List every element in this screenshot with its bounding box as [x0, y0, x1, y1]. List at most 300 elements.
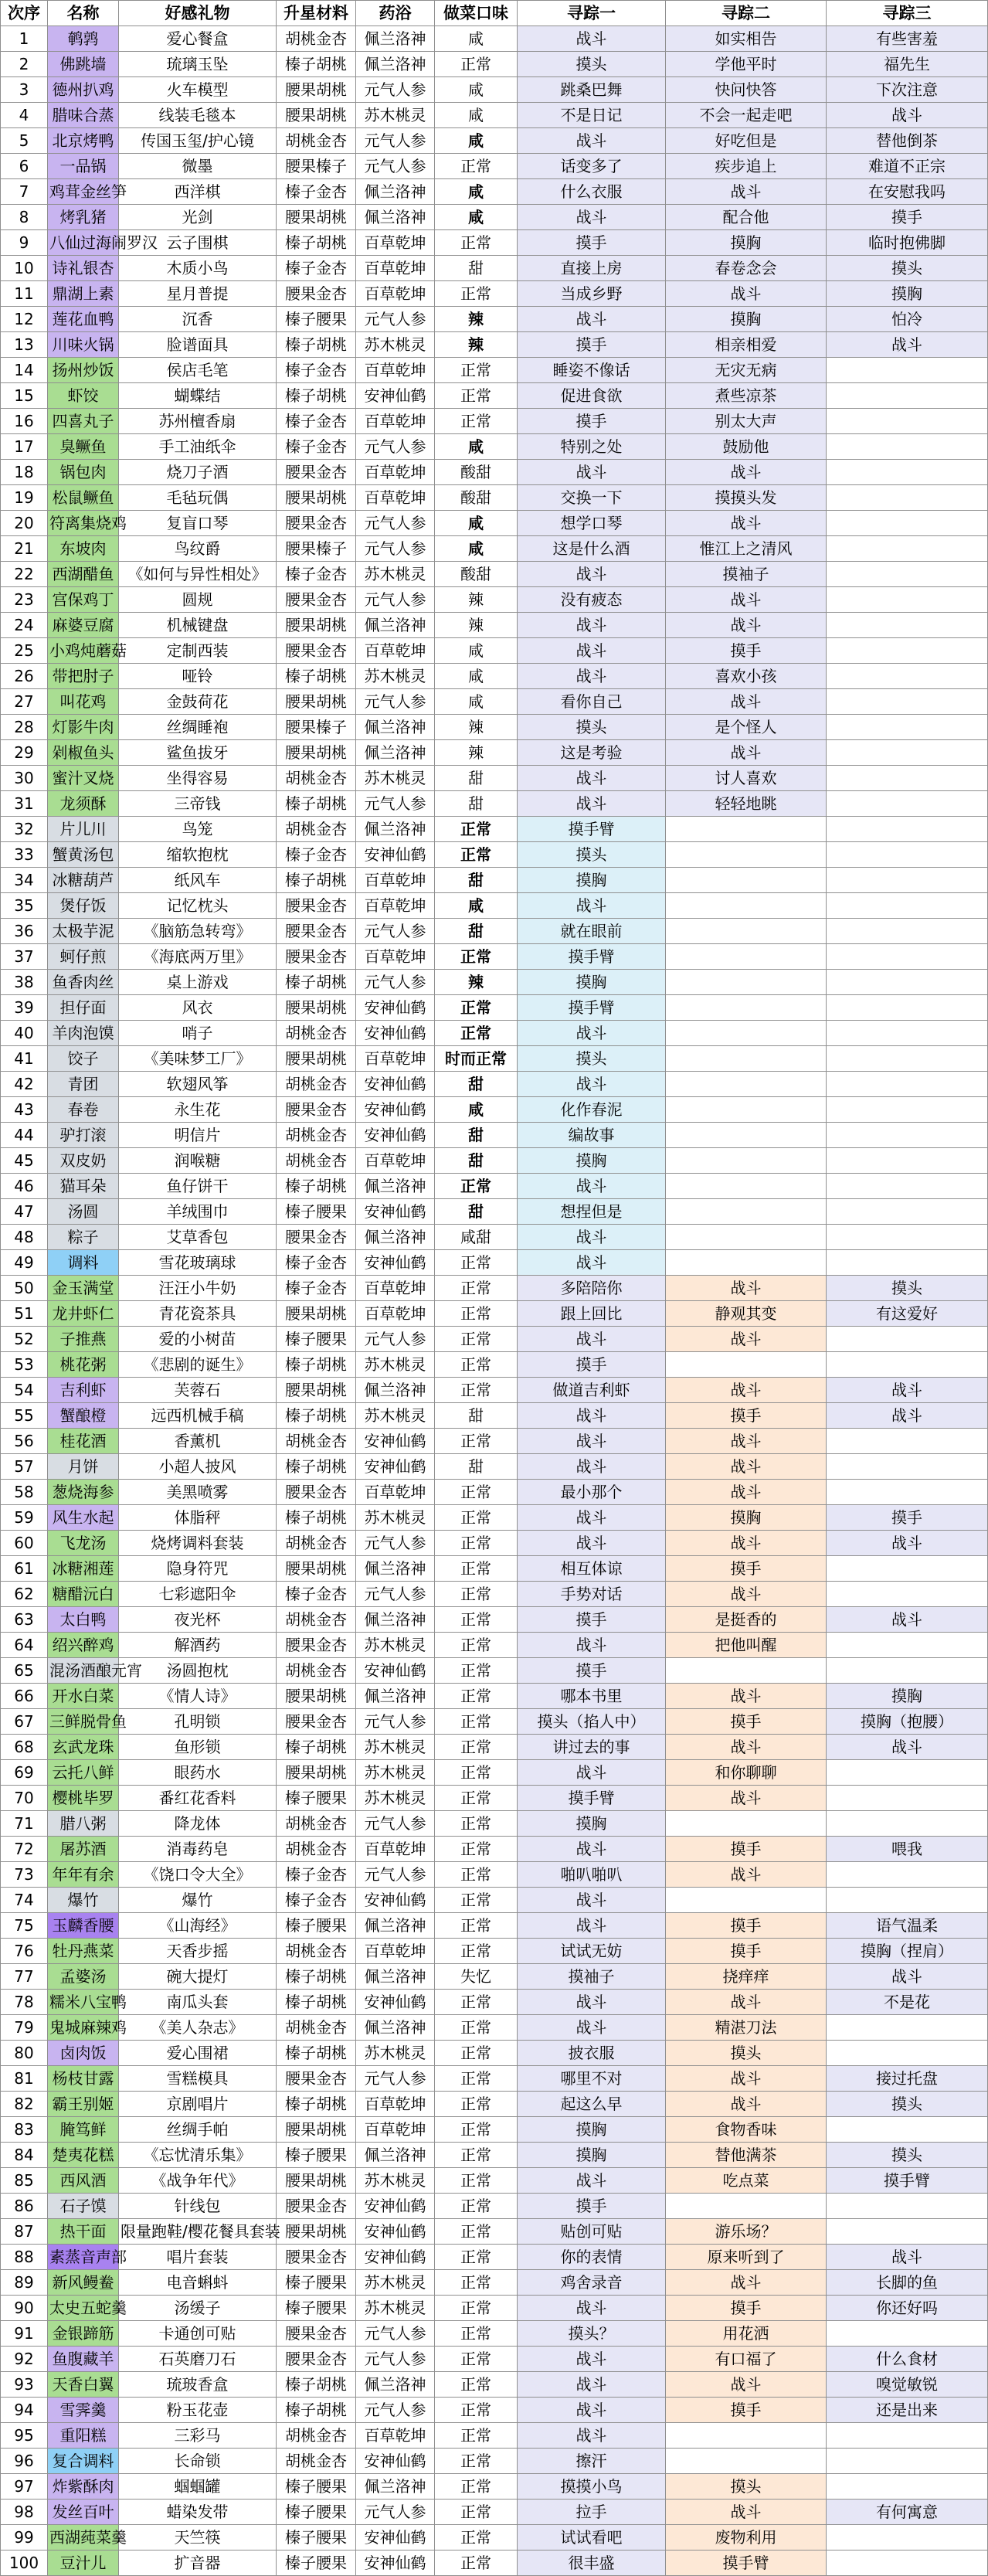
table-cell: 战斗	[518, 562, 666, 587]
table-cell: 腊味合蒸	[48, 103, 119, 128]
table-cell: 飞龙汤	[48, 1531, 119, 1556]
table-cell: 东坡肉	[48, 536, 119, 562]
table-cell	[827, 740, 988, 766]
table-cell: 酸甜	[435, 562, 518, 587]
table-cell: 胡桃金杏	[277, 1429, 356, 1454]
table-cell: 鼓励他	[666, 434, 827, 460]
table-cell: 百草乾坤	[356, 2117, 435, 2143]
table-cell	[827, 638, 988, 664]
table-cell	[827, 715, 988, 740]
table-cell: 和你聊聊	[666, 1760, 827, 1786]
table-cell: 话变多了	[518, 154, 666, 179]
table-cell: 咸	[435, 434, 518, 460]
table-cell: 直接上房	[518, 256, 666, 281]
table-cell: 正常	[435, 2143, 518, 2168]
table-cell: 摸袖子	[666, 562, 827, 587]
table-cell: 失忆	[435, 1964, 518, 1990]
table-cell: 战斗	[827, 103, 988, 128]
table-cell: 配合他	[666, 205, 827, 230]
table-row	[1, 536, 988, 562]
table-cell: 烤乳猪	[48, 205, 119, 230]
table-cell: 咸	[435, 103, 518, 128]
table-cell: 正常	[435, 2041, 518, 2066]
table-row	[1, 817, 988, 842]
table-cell: 你的表情	[518, 2245, 666, 2270]
table-cell: 光剑	[119, 205, 277, 230]
table-cell: 腰果胡桃	[277, 689, 356, 715]
table-cell: 元气人参	[356, 77, 435, 103]
table-cell: 鸡舍录音	[518, 2270, 666, 2296]
table-cell: 82	[1, 2092, 48, 2117]
table-cell: 佩兰洛神	[356, 613, 435, 638]
table-cell: 榛子金杏	[277, 256, 356, 281]
table-cell: 战斗	[518, 1225, 666, 1250]
table-cell: 百草乾坤	[356, 1301, 435, 1327]
table-cell: 剁椒鱼头	[48, 740, 119, 766]
table-cell: 战斗	[827, 1378, 988, 1403]
table-cell: 战斗	[518, 1837, 666, 1862]
table-row	[1, 868, 988, 893]
table-cell: 手工油纸伞	[119, 434, 277, 460]
table-cell: 战斗	[518, 1531, 666, 1556]
table-cell: 带把肘子	[48, 664, 119, 689]
table-cell: 腰果金杏	[277, 1225, 356, 1250]
table-cell: 风生水起	[48, 1505, 119, 1531]
table-cell: 腰果胡桃	[277, 1684, 356, 1709]
table-cell	[827, 791, 988, 817]
table-cell: 佩兰洛神	[356, 1684, 435, 1709]
table-cell: 腰果胡桃	[277, 1046, 356, 1072]
table-cell: 游乐场？	[666, 2219, 827, 2245]
table-row	[1, 1786, 988, 1811]
table-cell: 战斗	[518, 791, 666, 817]
table-cell: 热干面	[48, 2219, 119, 2245]
table-cell: 战斗	[666, 2270, 827, 2296]
table-row	[1, 2423, 988, 2449]
table-cell: 摸头？	[518, 2321, 666, 2347]
table-cell: 辣	[435, 715, 518, 740]
table-cell: 羊肉泡馍	[48, 1021, 119, 1046]
table-cell: 原来听到了	[666, 2245, 827, 2270]
table-cell: 不会一起走吧	[666, 103, 827, 128]
table-cell: 苏木桃灵	[356, 1505, 435, 1531]
table-row	[1, 1327, 988, 1352]
table-cell: 摸头	[518, 842, 666, 868]
table-cell: 西湖醋鱼	[48, 562, 119, 587]
table-cell	[827, 1225, 988, 1250]
table-cell: 腰果金杏	[277, 587, 356, 613]
table-cell: 摸胸	[518, 1811, 666, 1837]
table-cell: 长命锁	[119, 2449, 277, 2474]
table-cell: 糯米八宝鸭	[48, 1990, 119, 2015]
table-cell: 胡桃金杏	[277, 766, 356, 791]
table-cell: 眼药水	[119, 1760, 277, 1786]
table-cell: 摸头	[827, 2092, 988, 2117]
table-cell: 双皮奶	[48, 1148, 119, 1174]
table-cell: 榛子胡桃	[277, 2041, 356, 2066]
table-cell: 正常	[435, 1582, 518, 1607]
table-row	[1, 307, 988, 332]
table-cell: 佩兰洛神	[356, 52, 435, 77]
table-cell: 摸手臂	[827, 2168, 988, 2194]
table-cell: 榛子金杏	[277, 1888, 356, 1913]
table-cell: 碗大提灯	[119, 1964, 277, 1990]
table-row	[1, 2066, 988, 2092]
table-cell: 八仙过海闹罗汉	[48, 230, 119, 256]
table-cell: 67	[1, 1709, 48, 1735]
table-cell: 就在眼前	[518, 919, 666, 944]
table-cell: 烧烤调料套装	[119, 1531, 277, 1556]
table-cell: 艾草香包	[119, 1225, 277, 1250]
table-cell: 战斗	[666, 689, 827, 715]
table-cell	[666, 2449, 827, 2474]
table-cell	[827, 1021, 988, 1046]
table-cell	[827, 1046, 988, 1072]
table-cell: 正常	[435, 409, 518, 434]
table-cell: 桌上游戏	[119, 970, 277, 995]
table-cell: 25	[1, 638, 48, 664]
table-cell: 88	[1, 2245, 48, 2270]
table-cell: 战斗	[666, 613, 827, 638]
table-cell: 别太大声	[666, 409, 827, 434]
table-cell: 58	[1, 1480, 48, 1505]
table-row	[1, 434, 988, 460]
table-row	[1, 230, 988, 256]
table-cell: 子推燕	[48, 1327, 119, 1352]
table-cell	[827, 1199, 988, 1225]
table-row	[1, 1531, 988, 1556]
table-cell: 腰果胡桃	[277, 205, 356, 230]
table-cell	[827, 944, 988, 970]
table-cell: 桃花粥	[48, 1352, 119, 1378]
table-cell: 无灾无病	[666, 358, 827, 383]
table-cell: 90	[1, 2296, 48, 2321]
table-cell	[827, 1454, 988, 1480]
table-cell: 81	[1, 2066, 48, 2092]
table-cell: 火车模型	[119, 77, 277, 103]
table-cell: 想捏但是	[518, 1199, 666, 1225]
table-row	[1, 205, 988, 230]
table-cell: 哪本书里	[518, 1684, 666, 1709]
table-cell: 腰果金杏	[277, 2321, 356, 2347]
table-cell: 苏木桃灵	[356, 664, 435, 689]
table-cell: 云子围棋	[119, 230, 277, 256]
table-cell: 摸胸	[518, 2143, 666, 2168]
table-cell: 接过托盘	[827, 2066, 988, 2092]
table-cell: 鱼形锁	[119, 1735, 277, 1760]
table-cell	[666, 1148, 827, 1174]
table-cell	[666, 1123, 827, 1148]
table-cell: 榛子胡桃	[277, 1735, 356, 1760]
table-cell: 爆竹	[48, 1888, 119, 1913]
table-cell: 嗅觉敏锐	[827, 2372, 988, 2398]
header-cell: 寻踪一	[518, 1, 666, 26]
table-cell: 还是出来	[827, 2398, 988, 2423]
table-cell: 43	[1, 1097, 48, 1123]
table-cell: 元气人参	[356, 791, 435, 817]
table-cell: 挠痒痒	[666, 1964, 827, 1990]
table-cell: 战斗	[518, 766, 666, 791]
table-row	[1, 2143, 988, 2168]
table-cell: 化作春泥	[518, 1097, 666, 1123]
table-cell: 佩兰洛神	[356, 2143, 435, 2168]
table-cell	[666, 995, 827, 1021]
table-cell	[666, 1811, 827, 1837]
table-cell: 不是日记	[518, 103, 666, 128]
table-cell: 正常	[435, 1352, 518, 1378]
table-cell: 讲过去的事	[518, 1735, 666, 1760]
table-cell	[827, 536, 988, 562]
table-row	[1, 1735, 988, 1760]
table-cell: 西洋棋	[119, 179, 277, 205]
table-cell: 22	[1, 562, 48, 587]
table-cell: 30	[1, 766, 48, 791]
table-cell: 86	[1, 2194, 48, 2219]
table-row	[1, 2168, 988, 2194]
table-cell: 青花瓷茶具	[119, 1301, 277, 1327]
table-cell: 正常	[435, 2296, 518, 2321]
table-cell: 正常	[435, 52, 518, 77]
table-cell: 战斗	[666, 1862, 827, 1888]
table-cell: 榛子金杏	[277, 409, 356, 434]
table-cell: 百草乾坤	[356, 2092, 435, 2117]
table-cell: 什么食材	[827, 2347, 988, 2372]
table-cell: 看你自己	[518, 689, 666, 715]
table-cell: 正常	[435, 2321, 518, 2347]
table-cell	[827, 562, 988, 587]
table-cell: 甜	[435, 1072, 518, 1097]
table-cell: 德州扒鸡	[48, 77, 119, 103]
table-cell: 龙须酥	[48, 791, 119, 817]
table-cell: 临时抱佛脚	[827, 230, 988, 256]
table-cell: 哨子	[119, 1021, 277, 1046]
table-cell	[827, 970, 988, 995]
table-cell: 榛子胡桃	[277, 332, 356, 358]
table-cell: 咸	[435, 205, 518, 230]
table-cell: 战斗	[666, 587, 827, 613]
table-cell: 安神仙鹤	[356, 1658, 435, 1684]
table-cell	[827, 511, 988, 536]
table-cell: 安神仙鹤	[356, 2245, 435, 2270]
table-cell: 七彩遮阳伞	[119, 1582, 277, 1607]
table-cell: 《忘忧清乐集》	[119, 2143, 277, 2168]
table-cell: 苏木桃灵	[356, 1786, 435, 1811]
table-cell: 腰果榛子	[277, 715, 356, 740]
table-cell: 苏州檀香扇	[119, 409, 277, 434]
table-cell: 降龙体	[119, 1811, 277, 1837]
table-cell	[827, 409, 988, 434]
table-cell: 披衣服	[518, 2041, 666, 2066]
table-cell: 96	[1, 2449, 48, 2474]
table-cell: 摸胸	[518, 868, 666, 893]
table-cell: 正常	[435, 2066, 518, 2092]
table-cell: 摸头	[827, 1276, 988, 1301]
table-cell: 51	[1, 1301, 48, 1327]
table-cell	[827, 1097, 988, 1123]
table-cell	[827, 434, 988, 460]
table-cell: 16	[1, 409, 48, 434]
table-cell: 拉手	[518, 2500, 666, 2525]
table-cell: 13	[1, 332, 48, 358]
table-cell: 战斗	[518, 1072, 666, 1097]
table-cell: 甜	[435, 868, 518, 893]
table-cell: 辣	[435, 970, 518, 995]
table-cell: 年年有余	[48, 1862, 119, 1888]
table-row	[1, 2015, 988, 2041]
table-cell: 有这爱好	[827, 1301, 988, 1327]
table-cell: 电音蝌蚪	[119, 2270, 277, 2296]
table-row	[1, 383, 988, 409]
table-cell: 你还好吗	[827, 2296, 988, 2321]
table-cell: 酸甜	[435, 485, 518, 511]
table-cell: 元气人参	[356, 511, 435, 536]
table-row	[1, 2398, 988, 2423]
table-cell: 三鲜脱骨鱼	[48, 1709, 119, 1735]
table-cell: 编故事	[518, 1123, 666, 1148]
table-cell: 正常	[435, 1990, 518, 2015]
table-cell: 榛子胡桃	[277, 1964, 356, 1990]
table-cell: 月饼	[48, 1454, 119, 1480]
table-cell: 多陪陪你	[518, 1276, 666, 1301]
table-cell: 很丰盛	[518, 2551, 666, 2576]
table-cell: 39	[1, 995, 48, 1021]
table-cell	[827, 995, 988, 1021]
table-cell: 芙蓉石	[119, 1378, 277, 1403]
table-row	[1, 460, 988, 485]
table-cell: 战斗	[827, 1531, 988, 1556]
table-cell: 77	[1, 1964, 48, 1990]
table-cell: 正常	[435, 1250, 518, 1276]
table-cell: 摸胸（捏肩）	[827, 1939, 988, 1964]
table-cell: 28	[1, 715, 48, 740]
table-cell: 粉玉花壶	[119, 2398, 277, 2423]
table-cell: 战斗	[666, 1454, 827, 1480]
table-cell: 软翅风筝	[119, 1072, 277, 1097]
table-cell: 安神仙鹤	[356, 2219, 435, 2245]
table-cell: 玉麟香腰	[48, 1913, 119, 1939]
table-cell: 咸	[435, 26, 518, 52]
table-cell: 榛子腰果	[277, 2296, 356, 2321]
table-cell: 佩兰洛神	[356, 1174, 435, 1199]
table-cell: 辣	[435, 332, 518, 358]
table-cell: 正常	[435, 1913, 518, 1939]
table-cell: 云托八鲜	[48, 1760, 119, 1786]
table-row	[1, 1429, 988, 1454]
table-cell: 腌笃鲜	[48, 2117, 119, 2143]
table-cell: 安神仙鹤	[356, 1199, 435, 1225]
table-cell: 正常	[435, 944, 518, 970]
table-cell: 14	[1, 358, 48, 383]
table-cell: 腰果榛子	[277, 536, 356, 562]
table-cell: 宫保鸡丁	[48, 587, 119, 613]
table-cell: 榛子胡桃	[277, 1990, 356, 2015]
table-cell: 解酒药	[119, 1633, 277, 1658]
table-row	[1, 2551, 988, 2576]
table-cell	[827, 1658, 988, 1684]
table-cell: 摸手	[518, 332, 666, 358]
table-row	[1, 1658, 988, 1684]
table-cell: 百草乾坤	[356, 1837, 435, 1862]
table-cell: 摸手	[518, 230, 666, 256]
table-cell	[827, 2423, 988, 2449]
table-cell: 93	[1, 2372, 48, 2398]
table-cell: 永生花	[119, 1097, 277, 1123]
table-cell: 战斗	[518, 1021, 666, 1046]
table-cell: 摸手臂	[518, 817, 666, 842]
table-cell: 甜	[435, 1403, 518, 1429]
table-cell: 调料	[48, 1250, 119, 1276]
table-cell: 胡桃金杏	[277, 2015, 356, 2041]
table-cell: 91	[1, 2321, 48, 2347]
table-cell: 战斗	[666, 460, 827, 485]
table-cell: 榛子腰果	[277, 2143, 356, 2168]
table-row	[1, 26, 988, 52]
table-cell: 腰果金杏	[277, 281, 356, 307]
table-cell	[827, 1480, 988, 1505]
table-cell: 正常	[435, 1939, 518, 1964]
table-cell: 唱片套装	[119, 2245, 277, 2270]
table-cell: 腰果胡桃	[277, 995, 356, 1021]
table-cell: 时而正常	[435, 1046, 518, 1072]
table-cell: 榛子腰果	[277, 1327, 356, 1352]
table-cell: 10	[1, 256, 48, 281]
table-cell: 榛子胡桃	[277, 383, 356, 409]
table-cell: 酸甜	[435, 460, 518, 485]
table-cell: 蜜汁叉烧	[48, 766, 119, 791]
table-cell: 难道不正宗	[827, 154, 988, 179]
table-cell: 腰果胡桃	[277, 2219, 356, 2245]
table-cell: 榛子胡桃	[277, 1174, 356, 1199]
table-cell: 15	[1, 383, 48, 409]
table-cell: 9	[1, 230, 48, 256]
table-cell: 胡桃金杏	[277, 817, 356, 842]
table-cell: 44	[1, 1123, 48, 1148]
table-row	[1, 256, 988, 281]
table-cell: 鬼城麻辣鸡	[48, 2015, 119, 2041]
table-cell: 正常	[435, 2500, 518, 2525]
table-cell: 7	[1, 179, 48, 205]
table-cell: 榛子金杏	[277, 358, 356, 383]
table-cell: 榛子金杏	[277, 562, 356, 587]
table-cell: 战斗	[666, 2092, 827, 2117]
table-cell: 37	[1, 944, 48, 970]
table-cell: 27	[1, 689, 48, 715]
table-cell: 豆汁儿	[48, 2551, 119, 2576]
table-cell: 战斗	[518, 2347, 666, 2372]
table-cell: 佩兰洛神	[356, 2474, 435, 2500]
table-row	[1, 179, 988, 205]
table-cell: 沉香	[119, 307, 277, 332]
table-row	[1, 2117, 988, 2143]
table-cell: 榛子金杏	[277, 434, 356, 460]
table-cell	[827, 766, 988, 791]
table-cell: 《美味梦工厂》	[119, 1046, 277, 1072]
table-cell: 榛子胡桃	[277, 52, 356, 77]
table-cell: 正常	[435, 1327, 518, 1352]
table-cell: 针线包	[119, 2194, 277, 2219]
table-cell: 爱心围裙	[119, 2041, 277, 2066]
table-cell: 鱼香肉丝	[48, 970, 119, 995]
table-cell: 爱的小树苗	[119, 1327, 277, 1352]
table-cell: 葱烧海参	[48, 1480, 119, 1505]
table-cell: 元气人参	[356, 2500, 435, 2525]
table-cell: 佩兰洛神	[356, 1607, 435, 1633]
table-cell: 什么衣服	[518, 179, 666, 205]
table-cell: 安神仙鹤	[356, 2551, 435, 2576]
table-cell: 53	[1, 1352, 48, 1378]
table-cell: 美黑喷雾	[119, 1480, 277, 1505]
table-cell: 49	[1, 1250, 48, 1276]
